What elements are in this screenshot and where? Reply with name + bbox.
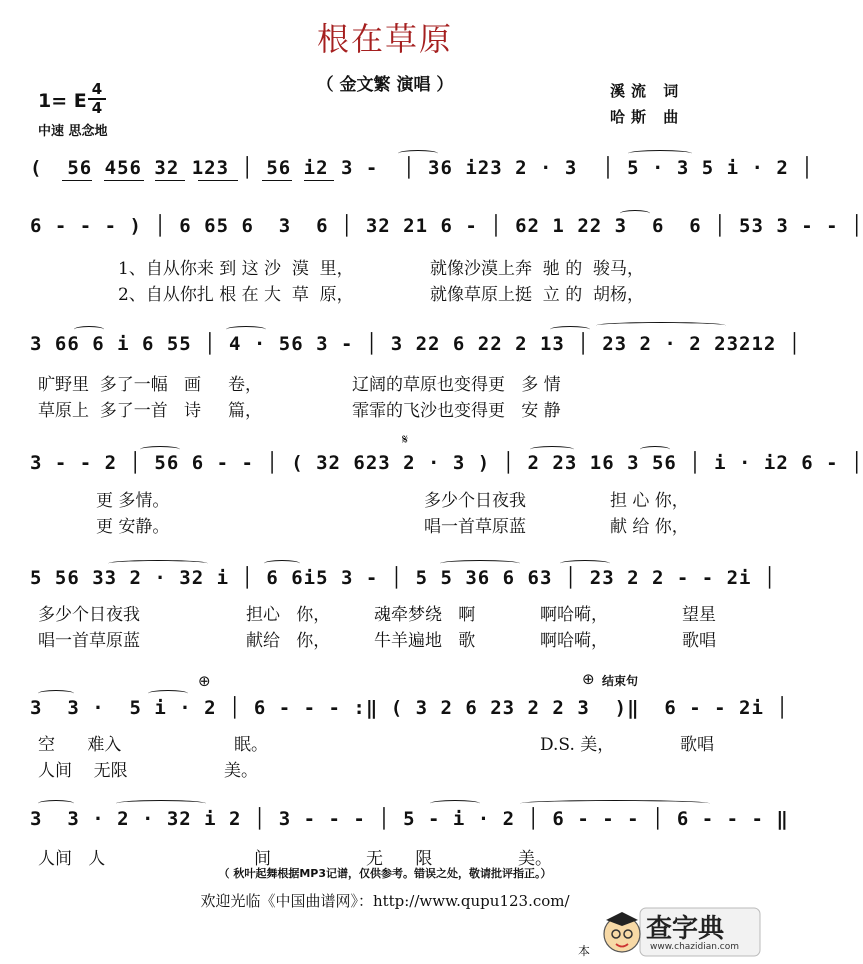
score-line-7: 3 3 · 2 · 32 i 2 │ 3 - - - │ 5 - i · 2 │ 6 - - - │ 6 - - - ‖: [30, 808, 789, 830]
lyric-row-2-verse-1: [0, 370, 770, 394]
key-signature: 1= E: [38, 90, 87, 112]
slur: [38, 800, 74, 807]
lyric-row-3-verse-2: [0, 512, 770, 536]
slur: [520, 800, 710, 807]
lyricist-credit: 溪流 词: [610, 82, 685, 100]
lyric-text: 旷野里 多了一幅 画 卷，: [38, 375, 263, 395]
song-title: 根在草原: [316, 20, 453, 58]
lyric-text: 献 给 你，: [610, 517, 689, 537]
lyric-text: 人间 人: [38, 849, 106, 869]
lyric-text: 草原上 多了一首 诗 篇，: [38, 401, 263, 421]
segno-sign: 𝄋: [402, 432, 409, 448]
lyric-row-5-verse-1: [0, 730, 770, 754]
score-line-2: 6 - - - ) │ 6 65 6 3 6 │ 32 21 6 - │ 62 1 22 3 6 6 │ 53 3 - - │: [30, 215, 863, 237]
slur: [440, 560, 520, 567]
slur: [74, 326, 104, 333]
lyric-row-1-verse-1: [0, 254, 770, 278]
lyric-row-4-verse-2: [0, 626, 770, 650]
lyric-row-3-verse-1: [0, 486, 770, 510]
beam-line: [198, 180, 238, 181]
lyric-text: D.S. 美，: [540, 735, 615, 755]
slur: [140, 446, 180, 453]
score-line-3: 3 66 6 i 6 55 │ 4 · 56 3 - │ 3 22 6 22 2 13 │ 23 2 · 2 23212 │: [30, 333, 802, 355]
coda-label: 结束句: [602, 674, 639, 688]
lyric-text: 多少个日夜我: [424, 491, 526, 511]
composer-credit: 哈斯 曲: [610, 108, 685, 126]
lyric-text: 歌唱: [680, 735, 714, 755]
time-signature: [88, 82, 106, 116]
lyric-row-4-verse-1: [0, 600, 770, 624]
lyric-row-5-verse-2: [0, 756, 770, 780]
lyric-row-2-verse-2: [0, 396, 770, 420]
lyric-text: 牛羊遍地 歌: [374, 631, 476, 651]
lyric-text: 唱一首草原蓝: [38, 631, 140, 651]
welcome-line: 欢迎光临《中国曲谱网》：http://www.qupu123.com/: [200, 892, 570, 910]
slur: [226, 326, 266, 333]
slur: [116, 800, 206, 807]
slur: [596, 322, 726, 329]
slur: [108, 560, 208, 567]
transcription-note: （ 秋叶起舞根据MP3记谱，仅供参考。错误之处，敬请批评指正。）: [218, 867, 552, 880]
score-line-5: 5 56 33 2 · 32 i │ 6 6i5 3 - │ 5 5 36 6 63 │ 23 2 2 - - 2i │: [30, 567, 777, 589]
score-line-4: 3 - - 2 │ 56 6 - - │ ( 32 623 2 · 3 ) │ 2 23 16 3 56 │ i · i2 6 - │: [30, 452, 863, 474]
lyric-text: 唱一首草原蓝: [424, 517, 526, 537]
slur: [628, 150, 692, 157]
lyric-text: 眠。: [234, 735, 268, 755]
time-top: 4: [91, 80, 103, 98]
slur: [530, 446, 574, 453]
lyric-text: 1、自从你来 到 这 沙 漠 里，: [118, 259, 354, 279]
lyric-text: 美。: [224, 761, 258, 781]
score-line-1: ( 56 456 32 123 │ 56 i2 3 - │ 36 i23 2 · 3 │ 5 · 3 5 i · 2 │: [30, 157, 814, 179]
lyric-text: 人间 无限: [38, 761, 128, 781]
tempo-marking: 中速 思念地: [38, 124, 108, 139]
lyric-text: 更 多情。: [96, 491, 170, 511]
slur: [264, 560, 300, 567]
page-marker: 本: [578, 944, 591, 958]
time-bottom: 4: [91, 99, 103, 117]
slur: [148, 690, 188, 697]
lyric-text: 啊哈嗬，: [540, 631, 608, 651]
singer-line: （ 金文繁 演唱 ）: [316, 75, 454, 95]
lyric-text: 无 限: [366, 849, 433, 869]
lyric-text: 担心 你，: [246, 605, 331, 625]
slur: [430, 800, 480, 807]
beam-line: [62, 180, 92, 181]
logo-url: www.chazidian.com: [650, 942, 740, 952]
lyric-text: 2、自从你扎 根 在 大 草 原，: [118, 285, 354, 305]
coda-sign-end: ⊕: [582, 670, 595, 688]
lyric-text: 啊哈嗬，: [540, 605, 608, 625]
lyric-text: 辽阔的草原也变得更 多 情: [352, 375, 561, 395]
lyric-text: 歌唱: [682, 631, 716, 651]
coda-sign: ⊕: [198, 672, 211, 690]
beam-line: [155, 180, 185, 181]
lyric-text: 霏霏的飞沙也变得更 安 静: [352, 401, 561, 421]
lyric-text: 担 心 你，: [610, 491, 689, 511]
lyric-text: 就像草原上挺 立 的 胡杨，: [430, 285, 645, 305]
lyric-text: 更 安静。: [96, 517, 170, 537]
lyric-text: 美。: [518, 849, 552, 869]
slur: [640, 446, 670, 453]
lyric-text: 就像沙漠上奔 驰 的 骏马，: [430, 259, 645, 279]
lyric-row-1-verse-2: [0, 280, 770, 304]
slur: [550, 326, 590, 333]
slur: [560, 560, 610, 567]
slur: [620, 210, 650, 217]
lyric-text: 献给 你，: [246, 631, 331, 651]
score-line-6: 3 3 · 5 i · 2 │ 6 - - - :‖ ( 3 2 6 23 2 2 3 )‖ 6 - - 2i │: [30, 697, 789, 719]
slur: [38, 690, 74, 697]
slur: [398, 150, 438, 157]
lyric-text: 空 难入: [38, 735, 122, 755]
beam-line: [304, 180, 334, 181]
beam-line: [262, 180, 292, 181]
lyric-text: 多少个日夜我: [38, 605, 140, 625]
beam-line: [104, 180, 144, 181]
lyric-text: 魂牵梦绕 啊: [374, 605, 476, 625]
lyric-text: 望星: [682, 605, 716, 625]
logo-text: 查字典: [646, 914, 725, 944]
lyric-text: 间: [254, 849, 271, 869]
